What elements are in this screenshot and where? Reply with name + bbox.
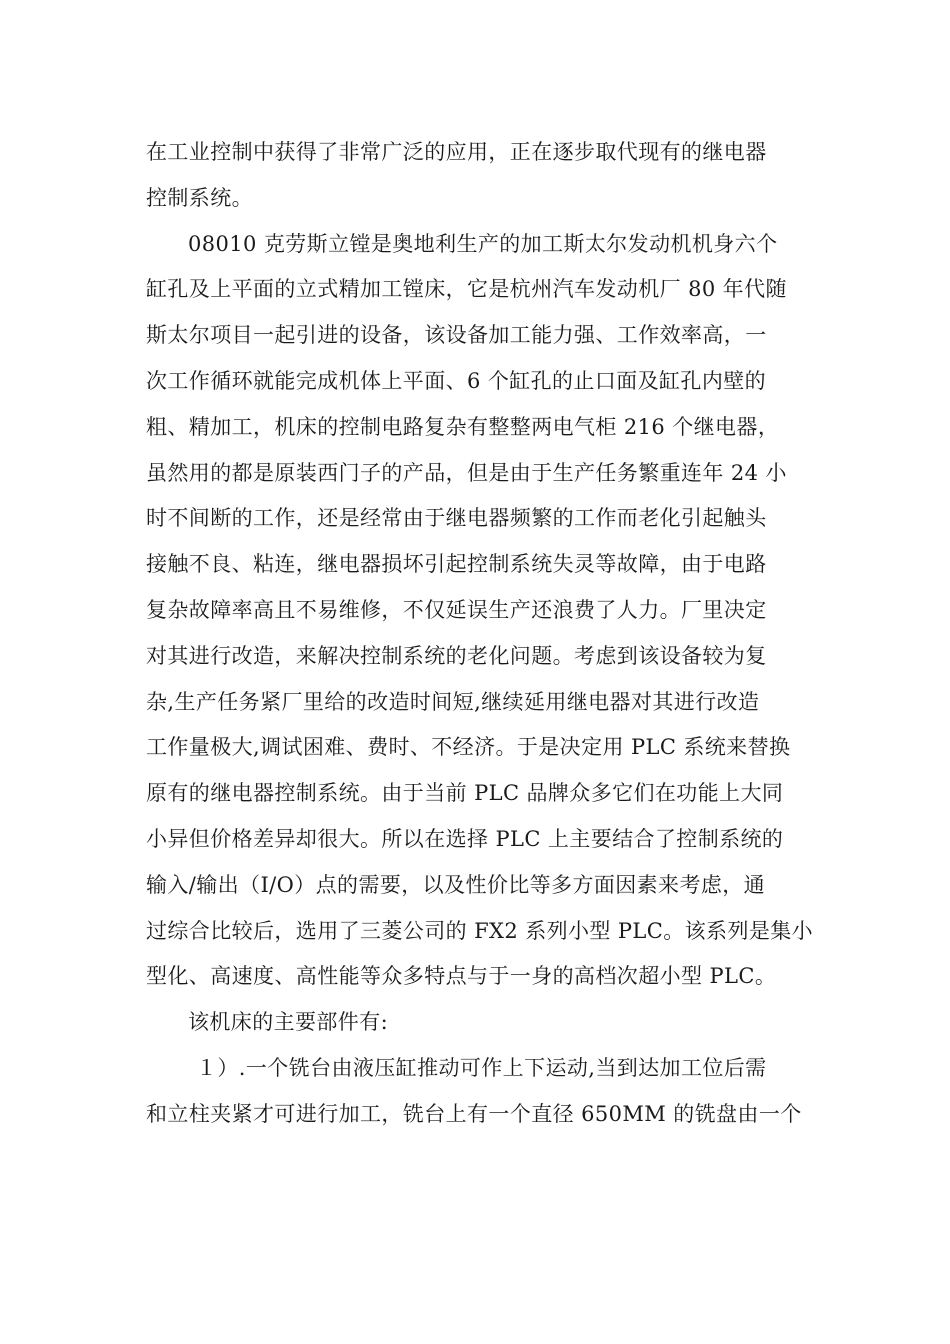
paragraph-2-line: 虽然用的都是原装西门子的产品，但是由于生产任务繁重连年 24 小 — [146, 460, 787, 485]
paragraph-2-line: 对其进行改造，来解决控制系统的老化问题。考虑到该设备较为复 — [146, 643, 767, 668]
paragraph-2-line: 过综合比较后，选用了三菱公司的 FX2 系列小型 PLC。该系列是集小 — [146, 918, 814, 943]
paragraph-2-line: 08010 克劳斯立镗是奥地利生产的加工斯太尔发动机机身六个 — [188, 231, 778, 256]
paragraph-2-line: 小异但价格差异却很大。所以在选择 PLC 上主要结合了控制系统的 — [146, 826, 784, 851]
paragraph-4-line: 和立柱夹紧才可进行加工，铣台上有一个直径 650MM 的铣盘由一个 — [146, 1101, 802, 1126]
paragraph-2-line: 接触不良、粘连，继电器损坏引起控制系统失灵等故障，由于电路 — [146, 552, 767, 577]
paragraph-2-line: 输入/输出（I/O）点的需要，以及性价比等多方面因素来考虑，通 — [146, 872, 766, 897]
document-body — [146, 130, 814, 1138]
paragraph-2-line: 工作量极大,调试困难、费时、不经济。于是决定用 PLC 系统来替换 — [146, 735, 791, 760]
paragraph-1-line: 在工业控制中获得了非常广泛的应用，正在逐步取代现有的继电器 — [146, 140, 767, 164]
paragraph-2-line: 原有的继电器控制系统。由于当前 PLC 品牌众多它们在功能上大同 — [146, 781, 784, 806]
paragraph-4-line: １）.一个铣台由液压缸推动可作上下运动,当到达加工位后需 — [196, 1055, 767, 1080]
paragraph-2-line: 缸孔及上平面的立式精加工镗床，它是杭州汽车发动机厂 80 年代随 — [146, 277, 787, 302]
paragraph-1-line: 控制系统。 — [146, 185, 253, 210]
paragraph-2-line: 次工作循环就能完成机体上平面、6 个缸孔的止口面及缸孔内壁的 — [146, 368, 767, 393]
paragraph-3-line: 该机床的主要部件有: — [188, 1010, 389, 1035]
paragraph-2-line: 复杂故障率高且不易维修，不仅延误生产还浪费了人力。厂里决定 — [146, 597, 767, 622]
paragraph-2-line: 时不间断的工作，还是经常由于继电器频繁的工作而老化引起触头 — [146, 506, 767, 531]
paragraph-2-line: 杂,生产任务紧厂里给的改造时间短,继续延用继电器对其进行改造 — [146, 689, 760, 714]
paragraph-2-line: 斯太尔项目一起引进的设备，该设备加工能力强、工作效率高，一 — [146, 323, 767, 348]
paragraph-2-line: 型化、高速度、高性能等众多特点与于一身的高档次超小型 PLC。 — [146, 964, 777, 989]
paragraph-2-line: 粗、精加工，机床的控制电路复杂有整整两电气柜 216 个继电器， — [146, 414, 780, 439]
